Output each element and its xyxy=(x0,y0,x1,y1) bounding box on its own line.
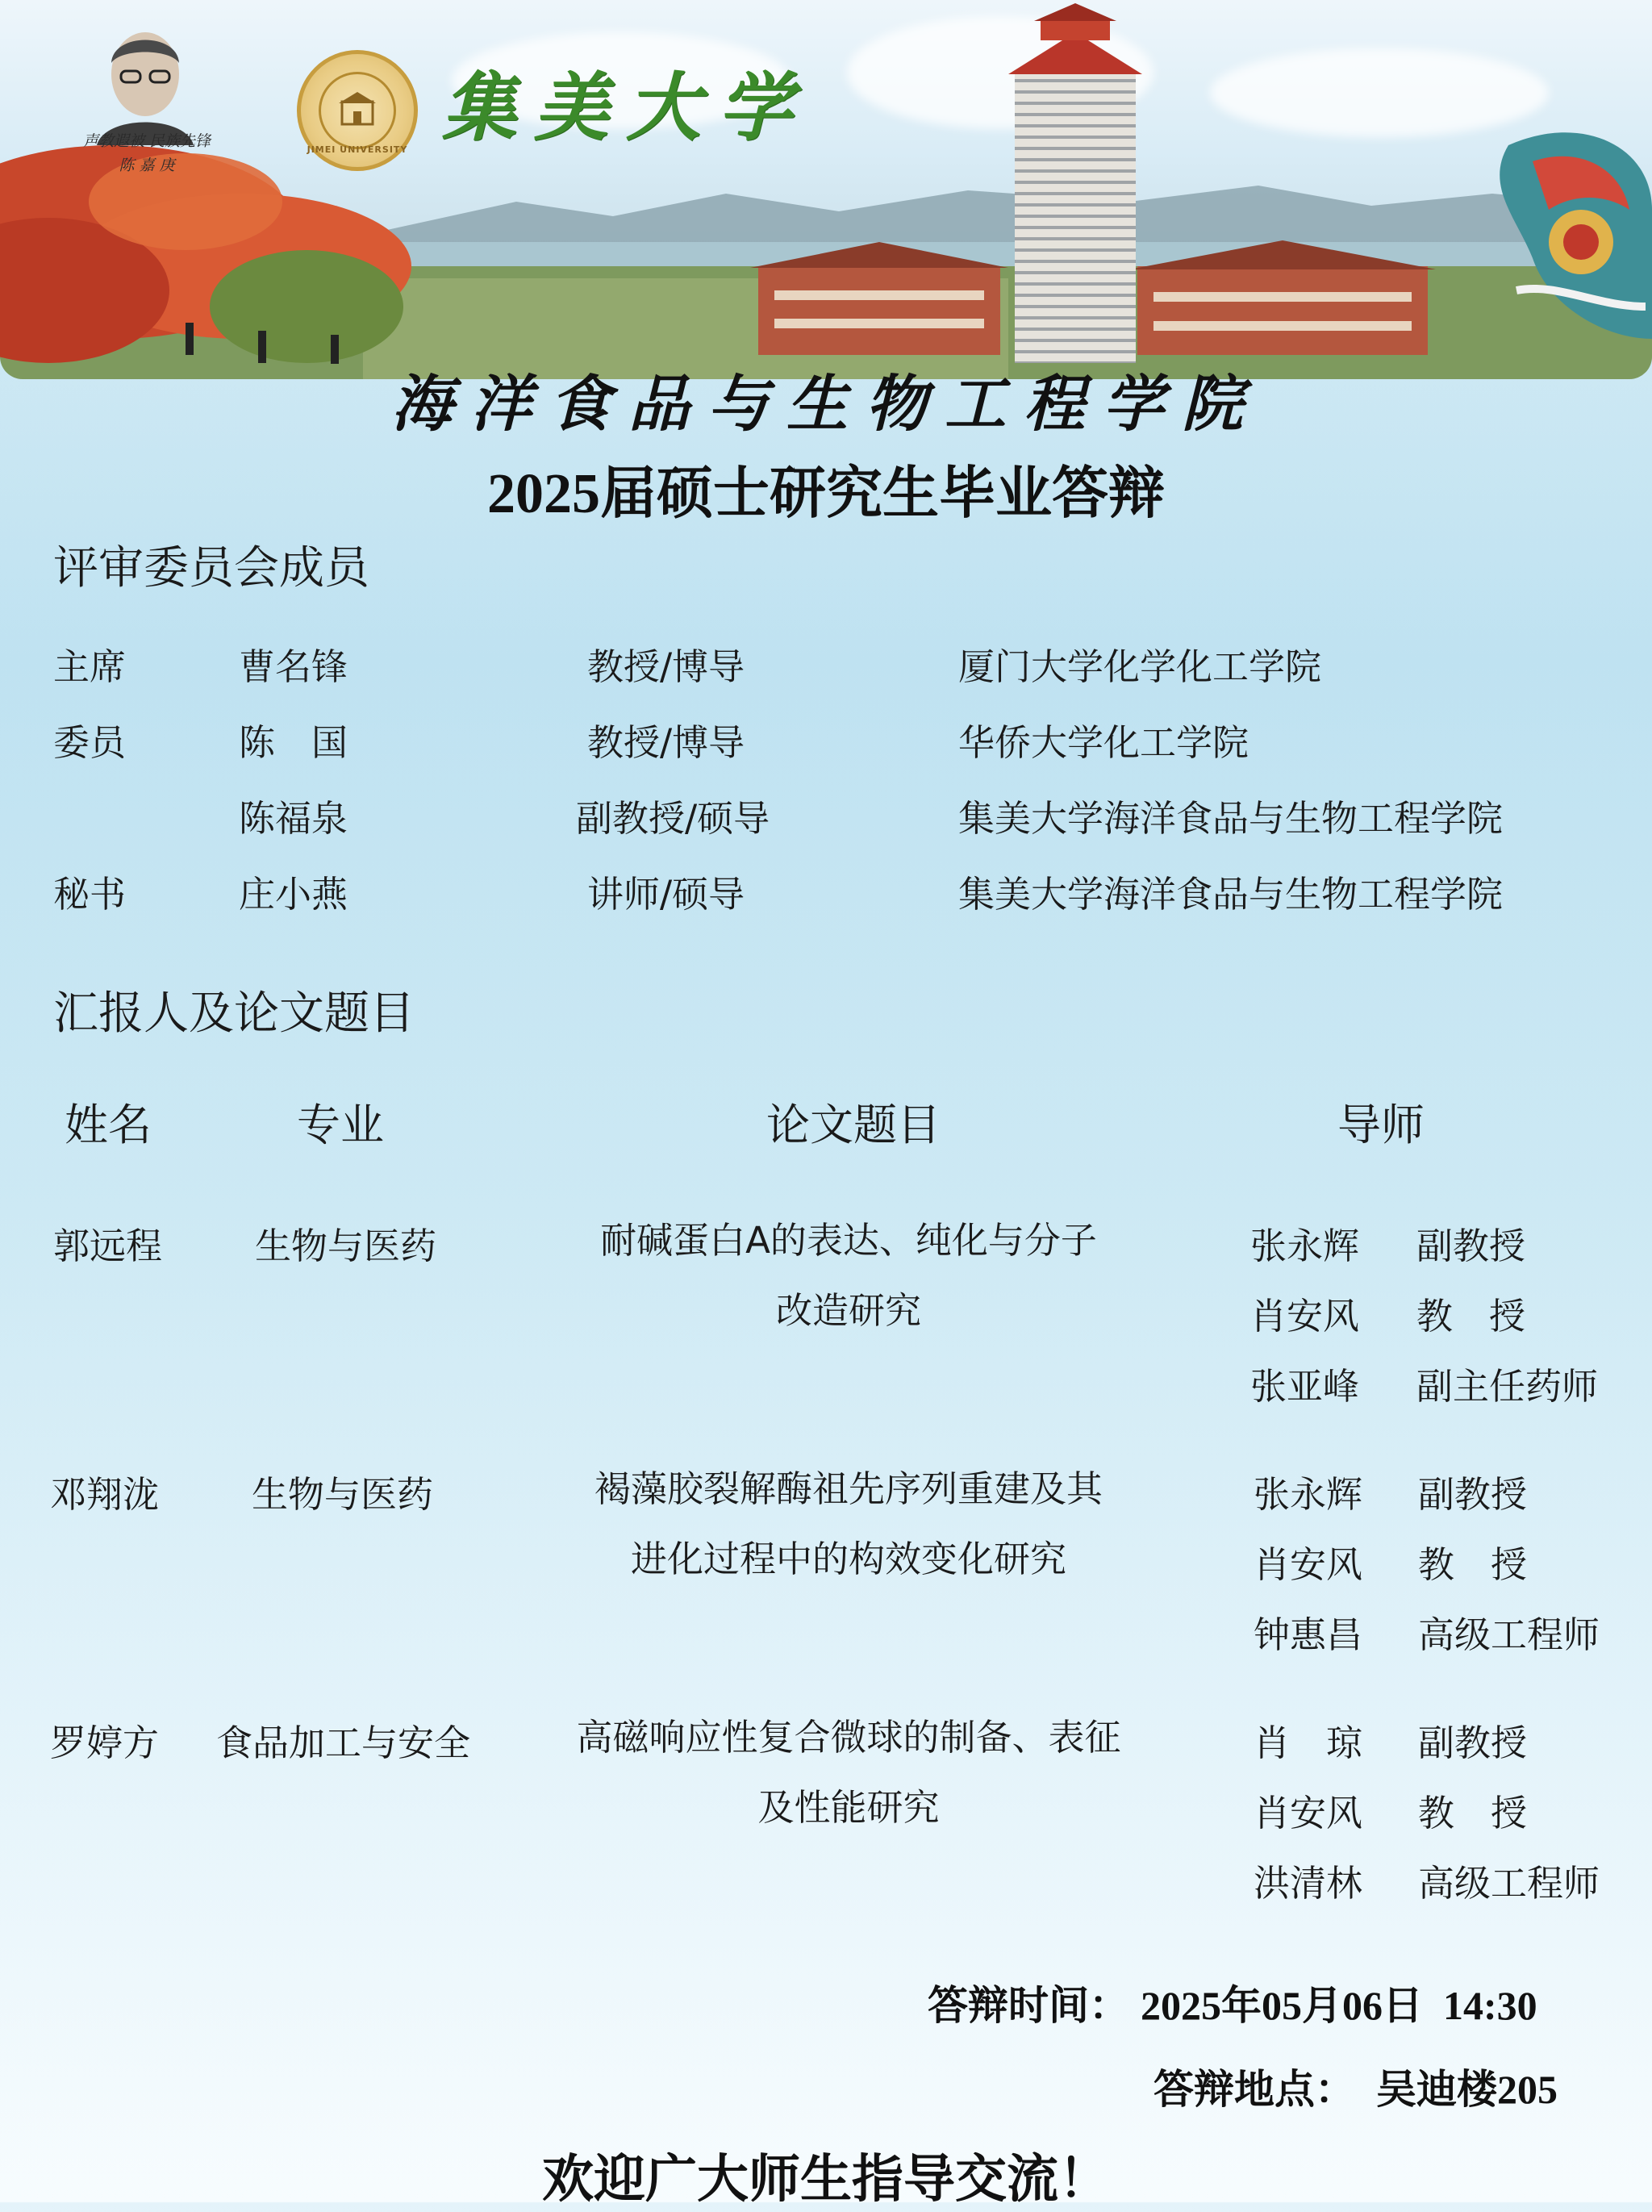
advisor-title: 高级工程师 xyxy=(1418,1862,1600,1905)
advisor-name: 肖安风 xyxy=(1254,1792,1363,1834)
founder-portrait xyxy=(89,24,202,145)
thesis-title-line: 进化过程中的构效变化研究 xyxy=(630,1538,1066,1580)
thesis-title-line: 耐碱蛋白A的表达、纯化与分子 xyxy=(600,1219,1097,1262)
advisor-name: 肖 琼 xyxy=(1254,1722,1363,1764)
column-header-major: 专业 xyxy=(297,1100,384,1150)
committee-name: 曹名锋 xyxy=(239,645,348,688)
reports-heading: 汇报人及论文题目 xyxy=(53,987,415,1040)
seal-text: JIMEI UNIVERSITY xyxy=(307,144,408,155)
header-banner xyxy=(0,0,1652,379)
column-header-advisor: 导师 xyxy=(1337,1100,1425,1150)
committee-affiliation: 集美大学海洋食品与生物工程学院 xyxy=(958,873,1504,916)
founder-quote xyxy=(66,129,227,177)
column-header-thesis: 论文题目 xyxy=(766,1100,941,1150)
welcome-message: 欢迎广大师生指导交流！ xyxy=(542,2150,1110,2210)
advisor-title: 高级工程师 xyxy=(1418,1613,1600,1656)
seal-gate-icon xyxy=(339,90,376,127)
founder-name: 陈 嘉 庚 xyxy=(119,157,175,174)
advisor-title: 教 授 xyxy=(1418,1792,1528,1834)
defense-time-value: 2025年05月06日 14:30 xyxy=(1141,1983,1537,2028)
thesis-title-line: 褐藻胶裂解酶祖先序列重建及其 xyxy=(594,1467,1103,1510)
event-title: 2025届硕士研究生毕业答辩 xyxy=(487,463,1165,525)
university-name: 集美大学 xyxy=(442,64,811,151)
committee-title: 讲师/硕导 xyxy=(587,873,745,916)
student-major: 生物与医药 xyxy=(252,1473,434,1516)
campus-scene-illustration xyxy=(0,0,1652,379)
defense-place-value: 吴迪楼205 xyxy=(1376,2067,1558,2112)
college-title: 海洋食品与生物工程学院 xyxy=(391,368,1261,440)
student-major: 生物与医药 xyxy=(255,1225,437,1267)
defense-time-label: 答辩时间： xyxy=(928,1983,1129,2028)
student-major: 食品加工与安全 xyxy=(216,1722,471,1764)
committee-affiliation: 厦门大学化学化工学院 xyxy=(958,645,1322,688)
committee-affiliation: 华侨大学化工学院 xyxy=(958,721,1249,764)
committee-title: 教授/博导 xyxy=(587,645,745,688)
committee-title: 教授/博导 xyxy=(587,721,745,764)
founder-motto: 声教遐被 民族先锋 xyxy=(82,132,211,150)
advisor-title: 副教授 xyxy=(1418,1473,1528,1516)
advisor-title: 教 授 xyxy=(1416,1295,1526,1338)
thesis-title-line: 高磁响应性复合微球的制备、表征 xyxy=(576,1716,1121,1759)
committee-title: 副教授/硕导 xyxy=(576,797,770,840)
advisor-title: 副教授 xyxy=(1416,1225,1526,1267)
committee-role: 主席 xyxy=(53,645,127,688)
thesis-title xyxy=(542,1702,1155,1843)
thesis-title-line: 及性能研究 xyxy=(757,1786,940,1829)
column-header-name: 姓名 xyxy=(65,1100,152,1150)
advisor-title: 副教授 xyxy=(1418,1722,1528,1764)
advisor-name: 张永辉 xyxy=(1250,1225,1360,1267)
committee-name: 庄小燕 xyxy=(239,873,348,916)
committee-name: 陈 国 xyxy=(239,721,348,764)
advisor-title: 教 授 xyxy=(1418,1543,1528,1586)
student-name: 郭远程 xyxy=(53,1225,163,1267)
committee-name: 陈福泉 xyxy=(239,797,348,840)
thesis-title xyxy=(542,1454,1155,1594)
student-name: 邓翔泷 xyxy=(50,1473,160,1516)
committee-affiliation: 集美大学海洋食品与生物工程学院 xyxy=(958,797,1504,840)
advisor-name: 肖安风 xyxy=(1250,1295,1360,1338)
thesis-title xyxy=(542,1205,1155,1346)
student-name: 罗婷方 xyxy=(50,1722,160,1764)
advisor-title: 副主任药师 xyxy=(1416,1365,1599,1408)
advisor-name: 肖安风 xyxy=(1254,1543,1363,1586)
advisor-name: 钟惠昌 xyxy=(1254,1613,1363,1656)
advisor-name: 洪清林 xyxy=(1254,1862,1363,1905)
committee-role: 秘书 xyxy=(53,873,127,916)
advisor-name: 张永辉 xyxy=(1254,1473,1363,1516)
thesis-title-line: 改造研究 xyxy=(775,1289,921,1332)
advisor-name: 张亚峰 xyxy=(1250,1365,1360,1408)
committee-heading: 评审委员会成员 xyxy=(53,542,369,595)
defense-place-label: 答辩地点： xyxy=(1153,2067,1355,2112)
university-seal-logo xyxy=(297,50,418,171)
committee-role: 委员 xyxy=(53,721,127,764)
